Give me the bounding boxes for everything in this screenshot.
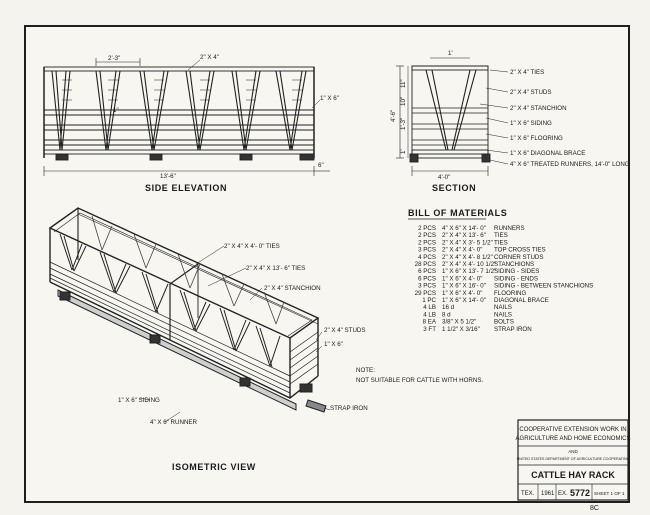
bom-qty: 4 PCS bbox=[418, 253, 436, 261]
section-callout: 2" X 4" STUDS bbox=[510, 89, 552, 96]
tb-org2: AGRICULTURE AND HOME ECONOMICS bbox=[515, 436, 631, 442]
tb-year: 1961 bbox=[541, 491, 555, 497]
bom-qty: 3 FT bbox=[423, 325, 436, 333]
section-dim-height: 4'-6" bbox=[390, 109, 397, 122]
bottom-rail bbox=[44, 150, 314, 154]
side-dim-length: 13'-6" bbox=[160, 173, 176, 180]
bom-size: 2" X 4" X 3'- 5 1/2" bbox=[442, 239, 493, 247]
bom-qty: 6 PCS bbox=[418, 275, 436, 283]
bom-item: NAILS bbox=[494, 304, 512, 312]
iso-callout-strap: STRAP IRON bbox=[330, 405, 368, 412]
section-dim-width: 4'-0" bbox=[438, 174, 451, 181]
tb-title: CATTLE HAY RACK bbox=[531, 470, 615, 480]
bom-title: BILL OF MATERIALS bbox=[408, 208, 508, 218]
iso-callout-studs: 2" X 4" STUDS bbox=[324, 327, 366, 334]
top-rail bbox=[44, 67, 314, 71]
side-dim-top-spacing: 2'-3" bbox=[108, 55, 121, 62]
bom-item: TOP CROSS TIES bbox=[494, 246, 546, 254]
bom-item: SIDING - BETWEEN STANCHIONS bbox=[494, 282, 594, 290]
bom-qty: 1 PC bbox=[422, 297, 436, 304]
side-callout-studs: 2" X 4" bbox=[200, 54, 219, 61]
stanchion-v-pairs bbox=[52, 71, 306, 150]
bom-size: 4" X 6" X 14'- 0" bbox=[442, 225, 486, 232]
tb-number: 5772 bbox=[570, 488, 591, 498]
note-label: NOTE: bbox=[356, 367, 375, 374]
bom-qty: 6 PCS bbox=[418, 268, 436, 276]
bom-qty: 2 PCS bbox=[418, 225, 436, 232]
bom-size: 8 d bbox=[442, 311, 451, 319]
bom-qty: 29 PCS bbox=[414, 289, 436, 297]
bom-item: TIES bbox=[494, 239, 508, 247]
bom-item: SIDING - ENDS bbox=[494, 275, 539, 283]
isometric-title: ISOMETRIC VIEW bbox=[172, 462, 256, 472]
iso-callout-runner: 4" X 6" RUNNER bbox=[150, 419, 198, 426]
bom-item: DIAGONAL BRACE bbox=[494, 297, 549, 304]
tb-and: AND bbox=[568, 449, 578, 454]
isometric-view bbox=[50, 208, 330, 422]
side-callout-inner: 1" bbox=[113, 107, 119, 114]
section-dim-a: 11" bbox=[400, 79, 407, 88]
tb-org1: COOPERATIVE EXTENSION WORK IN bbox=[519, 427, 627, 433]
margin-mark: 8C bbox=[590, 505, 599, 512]
tb-org3: UNITED STATES DEPARTMENT OF AGRICULTURE COOPERATING bbox=[516, 457, 630, 461]
bom-qty: 28 PCS bbox=[414, 261, 436, 268]
bom-item: STRAP IRON bbox=[494, 325, 532, 333]
bom-rows bbox=[415, 225, 594, 333]
bom-qty: 8 EA bbox=[422, 318, 436, 326]
section-callout: 2" X 4" STANCHION bbox=[510, 105, 567, 112]
section-callout: 1" X 6" FLOORING bbox=[510, 135, 563, 142]
section-callout: 4" X 6" TREATED RUNNERS, 14'-0" LONG bbox=[510, 161, 630, 168]
side-elevation-title: SIDE ELEVATION bbox=[145, 183, 228, 193]
bom-size: 2" X 4" X 4'- 8 1/2" bbox=[442, 253, 493, 261]
iso-callout-siding: 1" X 6" SIDING bbox=[118, 397, 160, 404]
section-dim-b: 10" bbox=[400, 96, 407, 106]
bill-of-materials bbox=[408, 208, 593, 333]
note-text: NOT SUITABLE FOR CATTLE WITH HORNS. bbox=[356, 377, 484, 384]
bom-item: RUNNERS bbox=[494, 225, 525, 232]
bom-size: 1" X 6" X 4'- 0" bbox=[442, 275, 483, 283]
bom-size: 1" X 6" X 4'- 0" bbox=[442, 289, 483, 297]
bom-qty: 2 PCS bbox=[418, 239, 436, 247]
bom-qty: 2 PCS bbox=[418, 232, 436, 240]
bom-item: NAILS bbox=[494, 311, 512, 319]
bom-item: STANCHIONS bbox=[494, 261, 535, 268]
section-callout: 1" X 6" DIAGONAL BRACE bbox=[510, 150, 586, 157]
iso-callout-ties-short: 2" X 4" X 4'- 0" TIES bbox=[224, 243, 280, 250]
section-title: SECTION bbox=[432, 183, 477, 193]
bom-size: 1" X 6" X 13'- 7 1/2" bbox=[442, 268, 497, 276]
bom-size: 3/8" X 5 1/2" bbox=[442, 318, 477, 326]
bom-qty: 4 LB bbox=[423, 311, 436, 319]
section-dim-c: 1'-3" bbox=[400, 117, 407, 130]
bom-size: 2" X 4" X 13'- 6" bbox=[442, 232, 486, 240]
bom-qty: 3 PCS bbox=[418, 246, 436, 254]
section-callout: 2" X 4" TIES bbox=[510, 69, 545, 76]
bom-qty: 4 LB bbox=[423, 304, 436, 312]
bom-size: 2" X 4" X 4'- 0" bbox=[442, 246, 483, 254]
tb-state: TEX. bbox=[521, 491, 535, 497]
bom-size: 1 1/2" X 3/16" bbox=[442, 325, 480, 333]
bom-item: BOLTS bbox=[494, 318, 514, 326]
bom-size: 1" X 6" X 14'- 0" bbox=[442, 297, 486, 304]
section-dim-d: 1' bbox=[400, 149, 407, 154]
bom-size: 16 d bbox=[442, 304, 455, 312]
bom-item: TIES bbox=[494, 232, 508, 240]
section-view bbox=[396, 58, 508, 176]
iso-callout-board: 1" X 6" bbox=[324, 341, 343, 348]
iso-callout-stanchion: 2" X 4" STANCHION bbox=[264, 285, 321, 292]
side-dim-end: 6" bbox=[318, 162, 324, 169]
side-callout-board: 1" X 6" bbox=[320, 95, 339, 102]
iso-callout-ties-long: 2" X 4" X 13'- 6" TIES bbox=[246, 265, 306, 272]
tb-sheet: SHEET 1 OF 1 bbox=[594, 491, 625, 496]
bom-item: FLOORING bbox=[494, 289, 527, 297]
bom-qty: 3 PCS bbox=[418, 282, 436, 290]
side-elevation bbox=[44, 58, 330, 176]
tb-ex-label: EX. bbox=[558, 491, 568, 497]
bom-item: SIDING - SIDES bbox=[494, 268, 540, 276]
bom-size: 1" X 6" X 16'- 0" bbox=[442, 282, 486, 290]
bom-item: CORNER STUDS bbox=[494, 253, 544, 261]
section-dim-top: 1' bbox=[448, 50, 453, 57]
section-callout: 1" X 6" SIDING bbox=[510, 120, 552, 127]
bom-size: 2" X 4" X 4'- 10 1/2" bbox=[442, 261, 497, 268]
